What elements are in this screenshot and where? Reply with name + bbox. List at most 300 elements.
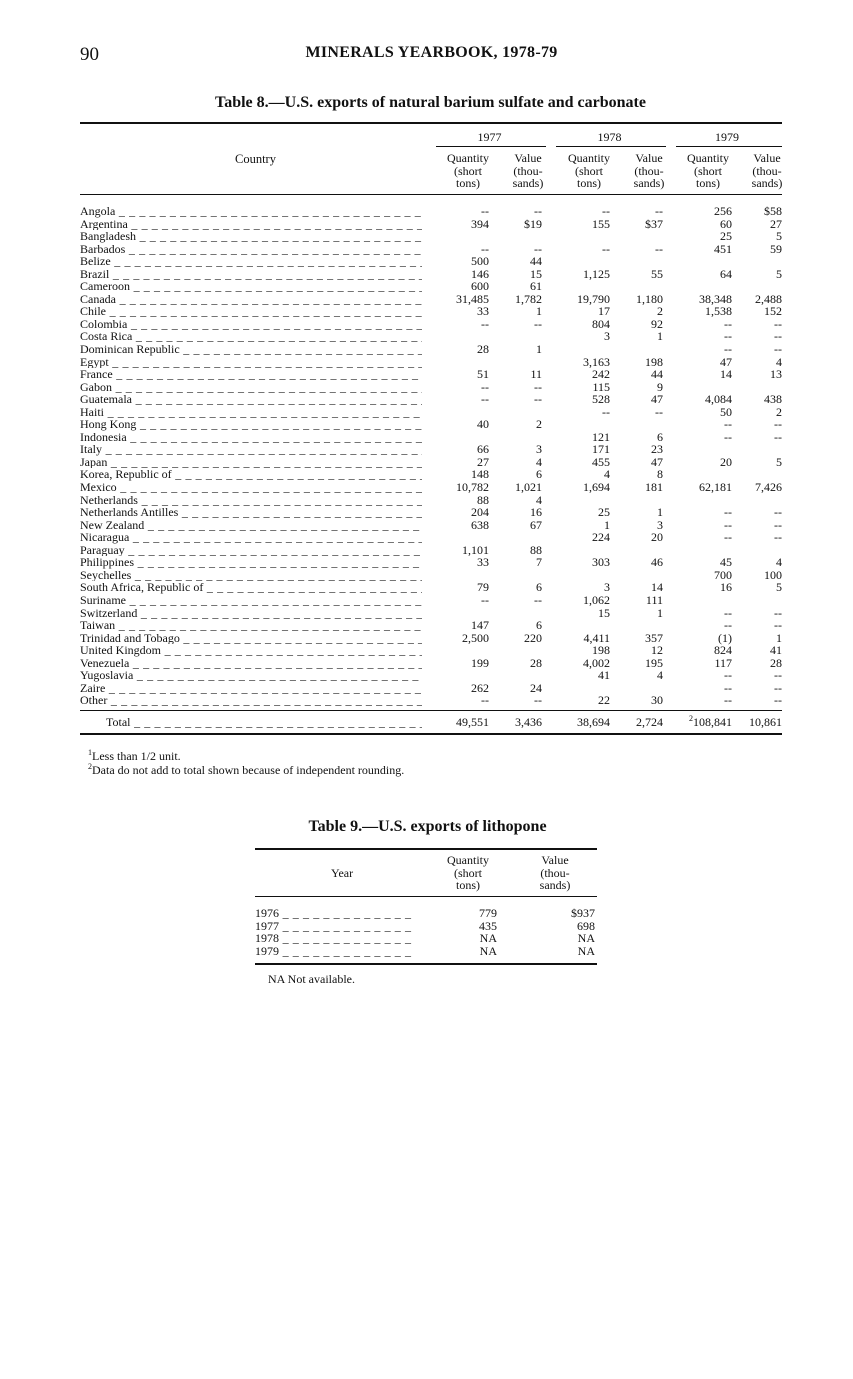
country-name: Hong Kong _ _ _ (80, 418, 422, 431)
table-cell: 14 (720, 367, 732, 382)
table9 (255, 848, 597, 965)
table-cell: 6 (657, 429, 663, 444)
table-cell: -- (655, 241, 663, 256)
table-row (80, 381, 782, 394)
year-1979-rule (676, 146, 782, 147)
table-cell: -- (724, 342, 732, 357)
year-label: 1979 _ _ _ (255, 945, 415, 958)
table-cell: 7 (536, 555, 542, 570)
table-cell: 1 (536, 342, 542, 357)
year-1979-header: 1979 (715, 130, 739, 144)
table-cell: -- (724, 668, 732, 683)
country-name: Seychelles _ _ _ (80, 569, 422, 582)
table9-bottom-rule (255, 963, 597, 965)
table-row (80, 682, 782, 695)
table-cell: 698 (577, 918, 595, 933)
table-cell: 40 (477, 417, 489, 432)
country-name: Switzerland _ _ _ (80, 607, 422, 620)
table-row (255, 945, 597, 958)
table-cell: NA (479, 931, 497, 945)
country-name: Venezuela _ _ _ (80, 657, 422, 670)
table9-note: NA Not available. (268, 972, 355, 986)
table-cell: 38,348 (699, 291, 732, 306)
table-cell: 204 (471, 505, 489, 520)
table-cell: 528 (592, 392, 610, 407)
table-cell: -- (724, 505, 732, 520)
table-row (80, 393, 782, 406)
table-cell: 44 (651, 367, 663, 382)
country-name: Haiti _ _ _ (80, 406, 422, 419)
table-cell: 92 (651, 316, 663, 331)
total-cell: 3,436 (515, 714, 542, 729)
table-row (80, 443, 782, 456)
table-cell: 4,084 (705, 392, 732, 407)
year-1977-rule (436, 146, 546, 147)
table-row (255, 907, 597, 920)
table8 (80, 122, 782, 735)
table-row (80, 494, 782, 507)
table-cell: 12 (651, 643, 663, 658)
table-row (80, 431, 782, 444)
table-row (80, 368, 782, 381)
table-cell: -- (774, 417, 782, 432)
table-row (80, 694, 782, 707)
value-header-1979: Value (thou- sands) (751, 151, 783, 190)
table-cell: 23 (651, 442, 663, 457)
country-name: Nicaragua _ _ _ (80, 531, 422, 544)
table-row (255, 920, 597, 933)
country-name: Angola _ _ _ (80, 205, 422, 218)
country-name: Suriname _ _ _ (80, 594, 422, 607)
table-cell: 1 (776, 630, 782, 645)
country-name: Guatemala _ _ _ (80, 393, 422, 406)
table-cell: 1 (536, 304, 542, 319)
table-cell: 79 (477, 580, 489, 595)
country-name: Korea, Republic of _ _ _ (80, 468, 422, 481)
table-cell: -- (655, 404, 663, 419)
table-cell: 16 (530, 505, 542, 520)
table-cell: -- (724, 693, 732, 708)
table8-body (80, 195, 782, 707)
table-cell: 220 (524, 630, 542, 645)
table-cell: (1) (718, 630, 732, 645)
table-row (80, 619, 782, 632)
table-cell: 47 (720, 354, 732, 369)
table-cell: 111 (645, 592, 663, 607)
table-cell: 4 (776, 354, 782, 369)
table-row (80, 632, 782, 645)
table8-title: Table 8.—U.S. exports of natural barium sulfate and carbonate (215, 94, 646, 111)
table-cell: 30 (651, 693, 663, 708)
country-name: New Zealand _ _ _ (80, 519, 422, 532)
table-cell: 62,181 (699, 480, 732, 495)
table-cell: 1,021 (515, 480, 542, 495)
table9-title: Table 9.—U.S. exports of lithopone (308, 818, 547, 835)
table-cell: 115 (592, 379, 610, 394)
table-row (80, 569, 782, 582)
table-cell: 6 (536, 618, 542, 633)
table-row (80, 356, 782, 369)
table-cell: 357 (645, 630, 663, 645)
year-1978-header: 1978 (597, 130, 622, 144)
table-row (80, 418, 782, 431)
total-label: Total _ _ _ (106, 711, 422, 733)
table-cell: 7,426 (755, 480, 782, 495)
table-cell: 242 (592, 367, 610, 382)
table-row (80, 519, 782, 532)
running-head: MINERALS YEARBOOK, 1978-79 (305, 44, 558, 61)
table-cell: -- (724, 417, 732, 432)
table-cell: -- (774, 342, 782, 357)
table8-total-row (80, 711, 782, 733)
table-cell: 24 (530, 680, 542, 695)
table-cell: 117 (714, 655, 732, 670)
country-name: Costa Rica _ _ _ (80, 330, 422, 343)
table-cell: 4 (536, 492, 542, 507)
table-cell: -- (724, 517, 732, 532)
table-cell: 59 (770, 241, 782, 256)
table-row (80, 644, 782, 657)
table-cell: 64 (720, 266, 732, 281)
country-name: Indonesia _ _ _ (80, 431, 422, 444)
country-name: Barbados _ _ _ (80, 243, 422, 256)
table-cell: 1,782 (515, 291, 542, 306)
table-cell: 2,488 (755, 291, 782, 306)
table-cell: -- (774, 693, 782, 708)
table-cell: 33 (477, 304, 489, 319)
table-cell: 4,411 (583, 630, 610, 645)
table-cell: 1,125 (583, 266, 610, 281)
table-cell: 148 (471, 467, 489, 482)
table-cell: 41 (598, 668, 610, 683)
table-cell: 1 (604, 517, 610, 532)
table-cell: 198 (592, 643, 610, 658)
table-cell: -- (534, 592, 542, 607)
table-row (80, 531, 782, 544)
table-cell: 1 (657, 329, 663, 344)
table-cell: 44 (530, 254, 542, 269)
year-column-header: Year (331, 866, 354, 880)
table-cell: $58 (764, 204, 782, 218)
table-row (80, 205, 782, 218)
table8-bottom-rule (80, 733, 782, 735)
table-cell: -- (534, 316, 542, 331)
table-cell: -- (534, 204, 542, 218)
table-cell: 28 (477, 342, 489, 357)
country-name: Mexico _ _ _ (80, 481, 422, 494)
table-cell: -- (481, 241, 489, 256)
country-name: Zaire _ _ _ (80, 682, 422, 695)
table-cell: 16 (720, 580, 732, 595)
table-cell: 147 (471, 618, 489, 633)
table-cell: -- (534, 693, 542, 708)
table-cell: 152 (764, 304, 782, 319)
table-cell: -- (724, 530, 732, 545)
table-cell: 45 (720, 555, 732, 570)
table-cell: -- (774, 605, 782, 620)
table-cell: -- (724, 329, 732, 344)
table-cell: 3 (604, 329, 610, 344)
table-cell: -- (724, 618, 732, 633)
footnote-2: $^2$Data do not add to total shown because of independent rounding. (88, 762, 405, 777)
table-cell: 198 (645, 354, 663, 369)
country-name: Belize _ _ _ (80, 255, 422, 268)
table-row (80, 343, 782, 356)
country-name: Yugoslavia _ _ _ (80, 669, 422, 682)
table-cell: $937 (571, 906, 595, 920)
table-cell: 20 (720, 454, 732, 469)
table-cell: 28 (770, 655, 782, 670)
quantity-column-header: Quantity (short tons) (447, 853, 489, 892)
table-row (255, 932, 597, 945)
table-row (80, 506, 782, 519)
table-cell: 66 (477, 442, 489, 457)
table-cell: 8 (657, 467, 663, 482)
table-row (80, 544, 782, 557)
country-name: Colombia _ _ _ (80, 318, 422, 331)
table-cell: 47 (651, 454, 663, 469)
table-cell: 2 (536, 417, 542, 432)
country-name: Chile _ _ _ (80, 305, 422, 318)
total-cell: 49,551 (456, 714, 489, 729)
table-cell: 11 (530, 367, 542, 382)
table-cell: 455 (592, 454, 610, 469)
table-row (80, 581, 782, 594)
country-name: Dominican Republic _ _ _ (80, 343, 422, 356)
table-row (80, 607, 782, 620)
quantity-header-1979: Quantity (short tons) (687, 151, 729, 190)
table-cell: 1,694 (583, 480, 610, 495)
value-header-1978: Value (thou- sands) (633, 151, 665, 190)
table-cell: -- (774, 429, 782, 444)
table-cell: 6 (536, 467, 542, 482)
table-cell: 438 (764, 392, 782, 407)
table-cell: 4,002 (583, 655, 610, 670)
table-cell: -- (481, 592, 489, 607)
country-name: South Africa, Republic of _ _ _ (80, 581, 422, 594)
country-name: Gabon _ _ _ (80, 381, 422, 394)
footnote-mark: 2 (689, 713, 693, 723)
table-cell: -- (774, 680, 782, 695)
table-cell: -- (724, 680, 732, 695)
table-cell: 804 (592, 316, 610, 331)
table-row (80, 594, 782, 607)
table-cell: NA (577, 943, 595, 958)
table-cell: -- (655, 204, 663, 218)
country-name: Taiwan _ _ _ (80, 619, 422, 632)
table-cell: 638 (471, 517, 489, 532)
table-cell: 500 (471, 254, 489, 269)
table-cell: NA (577, 931, 595, 945)
country-name: Other _ _ _ (80, 694, 422, 707)
table-cell: -- (774, 618, 782, 633)
value-header-1977: Value (thou- sands) (512, 151, 544, 190)
year-1977-header: 1977 (477, 130, 502, 144)
table-cell: 262 (471, 680, 489, 695)
table-cell: 50 (720, 404, 732, 419)
table-cell: 25 (598, 505, 610, 520)
table-cell: -- (602, 204, 610, 218)
country-name: Italy _ _ _ (80, 443, 422, 456)
table-cell: -- (602, 241, 610, 256)
table-cell: 779 (479, 906, 497, 920)
country-name: Bangladesh _ _ _ (80, 230, 422, 243)
page-number: 90 (80, 44, 99, 65)
table-cell: 146 (471, 266, 489, 281)
country-name: Netherlands _ _ _ (80, 494, 422, 507)
table-cell: 25 (720, 229, 732, 244)
table-cell: 303 (592, 555, 610, 570)
table-cell: 121 (592, 429, 610, 444)
table-cell: 2,500 (462, 630, 489, 645)
table-cell: 15 (530, 266, 542, 281)
table-cell: 1 (657, 605, 663, 620)
quantity-header-1977: Quantity (short tons) (447, 151, 489, 190)
table-cell: 171 (592, 442, 610, 457)
table-cell: 19,790 (577, 291, 610, 306)
table-cell: 9 (657, 379, 663, 394)
table-cell: -- (481, 693, 489, 708)
table-row (80, 293, 782, 306)
table-cell: 51 (477, 367, 489, 382)
table-cell: 6 (536, 580, 542, 595)
table-cell: -- (774, 517, 782, 532)
total-cell: 38,694 (577, 714, 610, 729)
year-label: 1978 _ _ _ (255, 932, 415, 945)
country-name: Paraguay _ _ _ (80, 544, 422, 557)
table-cell: 31,485 (456, 291, 489, 306)
table-cell: -- (481, 392, 489, 407)
table-cell: 20 (651, 530, 663, 545)
table-cell: 46 (651, 555, 663, 570)
table-row (80, 468, 782, 481)
country-name: United Kingdom _ _ _ (80, 644, 422, 657)
table-cell: 3,163 (583, 354, 610, 369)
table-cell: 47 (651, 392, 663, 407)
country-name: Canada _ _ _ (80, 293, 422, 306)
table-cell: 700 (714, 567, 732, 582)
table-cell: 155 (592, 216, 610, 231)
table-cell: 1,538 (705, 304, 732, 319)
table-cell: 3 (536, 442, 542, 457)
table-cell: 195 (645, 655, 663, 670)
table-row (80, 243, 782, 256)
table-cell: 88 (477, 492, 489, 507)
table-cell: 27 (477, 454, 489, 469)
country-name: Egypt _ _ _ (80, 356, 422, 369)
table-cell: 3 (604, 580, 610, 595)
table-cell: 5 (776, 580, 782, 595)
table-cell: -- (481, 316, 489, 331)
table9-body (255, 897, 597, 963)
table-cell: -- (774, 316, 782, 331)
table-cell: 1 (657, 505, 663, 520)
table-row (80, 330, 782, 343)
table-row (80, 481, 782, 494)
table-cell: 88 (530, 542, 542, 557)
table-cell: 13 (770, 367, 782, 382)
table-cell: 181 (645, 480, 663, 495)
table-cell: 1,062 (583, 592, 610, 607)
country-name: Brazil _ _ _ (80, 268, 422, 281)
table-row (80, 669, 782, 682)
table-cell: -- (724, 316, 732, 331)
footnote-1: $^1$Less than 1/2 unit. (88, 748, 181, 763)
country-name: France _ _ _ (80, 368, 422, 381)
table-cell: 41 (770, 643, 782, 658)
table8-header (80, 124, 782, 194)
table-cell: -- (534, 241, 542, 256)
table-row (80, 318, 782, 331)
table-cell: 2 (657, 304, 663, 319)
table-cell: NA (479, 943, 497, 958)
table-row (80, 657, 782, 670)
table-cell: -- (534, 392, 542, 407)
table-cell: 4 (657, 668, 663, 683)
table-cell: 27 (770, 216, 782, 231)
table-cell: 10,782 (456, 480, 489, 495)
table-cell: 435 (479, 918, 497, 933)
table-cell: 256 (714, 204, 732, 218)
table-cell: 33 (477, 555, 489, 570)
country-name: Japan _ _ _ (80, 456, 422, 469)
total-cell: 10,861 (749, 714, 782, 729)
country-name: Cameroon _ _ _ (80, 280, 422, 293)
table-cell: -- (481, 379, 489, 394)
table-row (80, 280, 782, 293)
table-cell: 14 (651, 580, 663, 595)
table-row (80, 218, 782, 231)
table-cell: 100 (764, 567, 782, 582)
table-cell: 4 (536, 454, 542, 469)
year-label: 1976 _ _ _ (255, 907, 415, 920)
table-cell: -- (481, 204, 489, 218)
table-cell: 28 (530, 655, 542, 670)
table-cell: 224 (592, 530, 610, 545)
table-cell: -- (534, 379, 542, 394)
table-cell: 451 (714, 241, 732, 256)
table-cell: 824 (714, 643, 732, 658)
country-name: Philippines _ _ _ (80, 556, 422, 569)
table-row (80, 406, 782, 419)
quantity-header-1978: Quantity (short tons) (568, 151, 610, 190)
table-cell: -- (724, 605, 732, 620)
table-cell: -- (724, 429, 732, 444)
table-cell: 5 (776, 266, 782, 281)
table-cell: 5 (776, 454, 782, 469)
table-cell: 22 (598, 693, 610, 708)
country-name: Netherlands Antilles _ _ _ (80, 506, 422, 519)
table-cell: 4 (776, 555, 782, 570)
table-row (80, 230, 782, 243)
table-row (80, 305, 782, 318)
table-cell: -- (774, 668, 782, 683)
table-cell: 600 (471, 279, 489, 294)
country-name: Trinidad and Tobago _ _ _ (80, 632, 422, 645)
table-cell: 15 (598, 605, 610, 620)
table-cell: 55 (651, 266, 663, 281)
table-cell: -- (602, 404, 610, 419)
year-label: 1977 _ _ _ (255, 920, 415, 933)
value-column-header: Value (thou- sands) (539, 853, 571, 892)
table-cell: 1,101 (462, 542, 489, 557)
table-cell: 3 (657, 517, 663, 532)
table-row (80, 556, 782, 569)
table-cell: 1,180 (636, 291, 663, 306)
table-cell: 67 (530, 517, 542, 532)
table-row (80, 255, 782, 268)
country-name: Argentina _ _ _ (80, 218, 422, 231)
